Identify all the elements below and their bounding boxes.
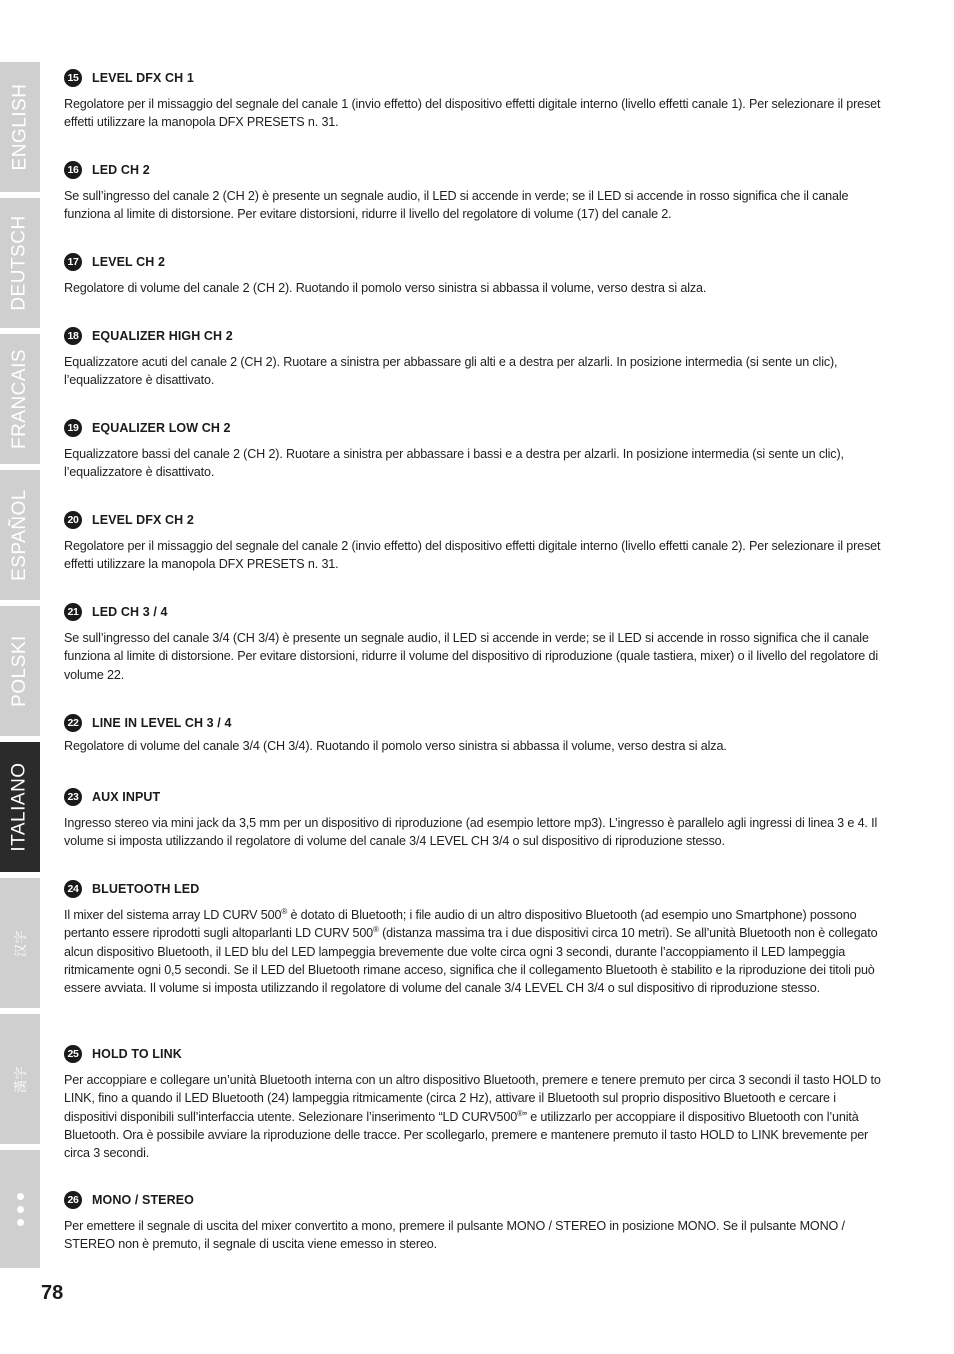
- section-title: BLUETOOTH LED: [92, 882, 200, 896]
- section-header: [64, 787, 890, 807]
- section-title: AUX INPUT: [92, 790, 161, 804]
- section-text: Equalizzatore acuti del canale 2 (CH 2). Ruotare a sinistra per abbassare gli alti e a destra per alzarli. In posizione intermedia (si sente un clic), l’equalizzatore è disattivato.: [64, 355, 838, 388]
- section-header: [64, 713, 890, 733]
- item-number-badge: 16: [64, 161, 82, 179]
- section-20: [64, 510, 890, 574]
- lang-tab-chinese-traditional[interactable]: [0, 1014, 40, 1144]
- page-number: 78: [41, 1282, 64, 1304]
- section-header: [64, 879, 890, 899]
- item-number-badge: 21: [64, 603, 82, 621]
- more-dots-icon: [17, 1193, 24, 1226]
- lang-tab-label: FRANCAIS: [9, 348, 31, 450]
- lang-tab-label: 汉字: [13, 929, 29, 957]
- section-header: [64, 326, 890, 346]
- item-number-badge: 17: [64, 253, 82, 271]
- item-number-badge: 18: [64, 327, 82, 345]
- section-header: [64, 1190, 890, 1210]
- registered-mark: ®: [517, 1108, 523, 1118]
- section-text: Regolatore per il missaggio del segnale del canale 2 (invio effetto) del dispositivo effetti digitale interno (livello effetti canale 2). Per selezionare il preset effetti utilizzare la manopola DFX PRESETS n. 31.: [64, 539, 881, 572]
- section-header: [64, 252, 890, 272]
- section-19: [64, 418, 890, 482]
- section-title: LED CH 3 / 4: [92, 605, 168, 619]
- section-17: [64, 252, 890, 297]
- lang-tab-english[interactable]: [0, 62, 40, 192]
- section-title: LEVEL DFX CH 1: [92, 71, 194, 85]
- section-26: [64, 1190, 890, 1254]
- section-title: LEVEL DFX CH 2: [92, 513, 194, 527]
- item-number-badge: 15: [64, 69, 82, 87]
- section-title: LINE IN LEVEL CH 3 / 4: [92, 716, 232, 730]
- lang-tab-label: 漢字: [13, 1065, 29, 1093]
- section-text: [64, 906, 890, 997]
- registered-mark: ®: [281, 906, 288, 916]
- section-24: [64, 879, 890, 997]
- lang-tab-deutsch[interactable]: [0, 198, 40, 328]
- section-text: Ingresso stereo via mini jack da 3,5 mm per un dispositivo di riproduzione (ad esempio lettore mp3). L’ingresso è parallelo agli ingressi di linea 3 e 4. Il volume si imposta utilizzando il regolatore di volume del canale 3/4 LEVEL CH 3/4 o sul dispositivo di riproduzione stesso.: [64, 816, 878, 849]
- section-title: EQUALIZER HIGH CH 2: [92, 329, 233, 343]
- text-part: è dotato di Bluetooth; i file audio di un altro dispositivo Bluetooth (ad esempio uno Smartphone) possono pertanto essere riprodotti sugli altoparlanti LD CURV 500: [64, 908, 857, 941]
- section-text: Equalizzatore bassi del canale 2 (CH 2). Ruotare a sinistra per abbassare i bassi e a destra per alzarli. In posizione intermedia (si sente un clic), l’equalizzatore è disattivato.: [64, 447, 844, 480]
- lang-tab-label: POLSKI: [9, 635, 30, 707]
- lang-tab-espanol[interactable]: [0, 470, 40, 600]
- section-header: [64, 510, 890, 530]
- registered-mark: ®: [373, 925, 379, 935]
- lang-tab-label: ITALIANO: [9, 762, 31, 852]
- lang-tab-italiano[interactable]: [0, 742, 40, 872]
- section-text: Regolatore per il missaggio del segnale del canale 1 (invio effetto) del dispositivo effetti digitale interno (livello effetti canale 1). Per selezionare il preset effetti utilizzare la manopola DFX PRESETS n. 31.: [64, 97, 881, 130]
- section-header: [64, 160, 890, 180]
- section-header: [64, 1044, 890, 1064]
- item-number-badge: 26: [64, 1191, 82, 1209]
- lang-tab-francais[interactable]: [0, 334, 40, 464]
- lang-tab-label: DEUTSCH: [9, 215, 30, 311]
- item-number-badge: 23: [64, 788, 82, 806]
- more-languages-tab[interactable]: [0, 1150, 40, 1268]
- item-number-badge: 22: [64, 714, 82, 732]
- section-title: LEVEL CH 2: [92, 255, 166, 269]
- section-text: Se sull’ingresso del canale 2 (CH 2) è presente un segnale audio, il LED si accende in verde; se il LED si accende in rosso significa che il canale funziona al limite di distorsione. Per evitare distorsioni, ridurre il livello del regolatore di volume (17) del canale 2.: [64, 189, 849, 222]
- lang-tab-polski[interactable]: [0, 606, 40, 736]
- lang-tab-chinese-simplified[interactable]: [0, 878, 40, 1008]
- section-16: [64, 160, 890, 224]
- section-15: [64, 68, 890, 132]
- lang-tab-label: ENGLISH: [9, 83, 31, 171]
- section-22: [64, 713, 890, 755]
- section-text: Regolatore di volume del canale 3/4 (CH 3/4). Ruotando il pomolo verso sinistra si abbassa il volume, verso destra si alza.: [64, 739, 727, 753]
- text-part: ” e utilizzarlo per accoppiare il dispositivo Bluetooth con l’unità Bluetooth. Ora è possibile avviare la riproduzione delle tracce. Per scollegarlo, premere e mantenere premuto il tasto HOLD to LINK brevemente per circa 3 secondi.: [64, 1109, 869, 1161]
- text-part: Per accoppiare e collegare un’unità Bluetooth interna con un altro dispositivo Bluetooth, premere e tenere premuto per circa 3 secondi il tasto HOLD to LINK, fino a quando il LED Bluetooth (24) lampeggia ritmicamente (circa 2 Hz), attivare il Bluetooth sul proprio dispositivo Bluetooth e cercare i dispositivi disponibili sull’interfaccia utente. Selezionare l’inserimento “LD CURV500: [64, 1073, 881, 1124]
- section-18: [64, 326, 890, 390]
- section-title: EQUALIZER LOW CH 2: [92, 421, 231, 435]
- item-number-badge: 24: [64, 880, 82, 898]
- section-title: LED CH 2: [92, 163, 150, 177]
- item-number-badge: 19: [64, 419, 82, 437]
- text-part: Il mixer del sistema array LD CURV 500: [64, 908, 282, 922]
- section-header: [64, 418, 890, 438]
- item-number-badge: 20: [64, 511, 82, 529]
- section-text: Se sull’ingresso del canale 3/4 (CH 3/4) è presente un segnale audio, il LED si accende in verde; se il LED si accende in rosso significa che il canale funziona al limite di distorsione. Per evitare distorsioni, ridurre il volume del dispositivo di riproduzione (quale tastiera, mixer) o il livello del regolatore di volume 22.: [64, 631, 878, 682]
- section-text: [64, 1071, 890, 1162]
- section-21: [64, 602, 890, 684]
- section-title: HOLD TO LINK: [92, 1047, 182, 1061]
- section-text: Per emettere il segnale di uscita del mixer convertito a mono, premere il pulsante MONO / STEREO in posizione MONO. Se il pulsante MONO / STEREO non è premuto, il segnale di uscita viene emesso in stereo.: [64, 1219, 845, 1252]
- text-part: (distanza massima tra i due dispositivi circa 10 metri). Se all’unità Bluetooth non è collegato alcun dispositivo Bluetooth, il LED blu del LED lampeggia brevemente due volte circa ogni 3 secondi, durante l’accoppiamento il LED lampeggia ritmicamente ogni 0,5 secondi. Se il LED del Bluetooth rimane acceso, significa che il collegamento Bluetooth è stabilito e la riproduzione dei titoli può essere avviata. Il volume si imposta utilizzando il regolatore di volume del canale 3/4 LEVEL CH 3/4 o sul dispositivo di riproduzione stesso.: [64, 926, 878, 996]
- item-number-badge: 25: [64, 1045, 82, 1063]
- section-23: [64, 787, 890, 851]
- section-25: [64, 1044, 890, 1162]
- section-title: MONO / STEREO: [92, 1193, 195, 1207]
- section-header: [64, 68, 890, 88]
- section-header: [64, 602, 890, 622]
- section-text: Regolatore di volume del canale 2 (CH 2). Ruotando il pomolo verso sinistra si abbassa il volume, verso destra si alza.: [64, 281, 707, 295]
- lang-tab-label: ESPAÑOL: [9, 489, 31, 581]
